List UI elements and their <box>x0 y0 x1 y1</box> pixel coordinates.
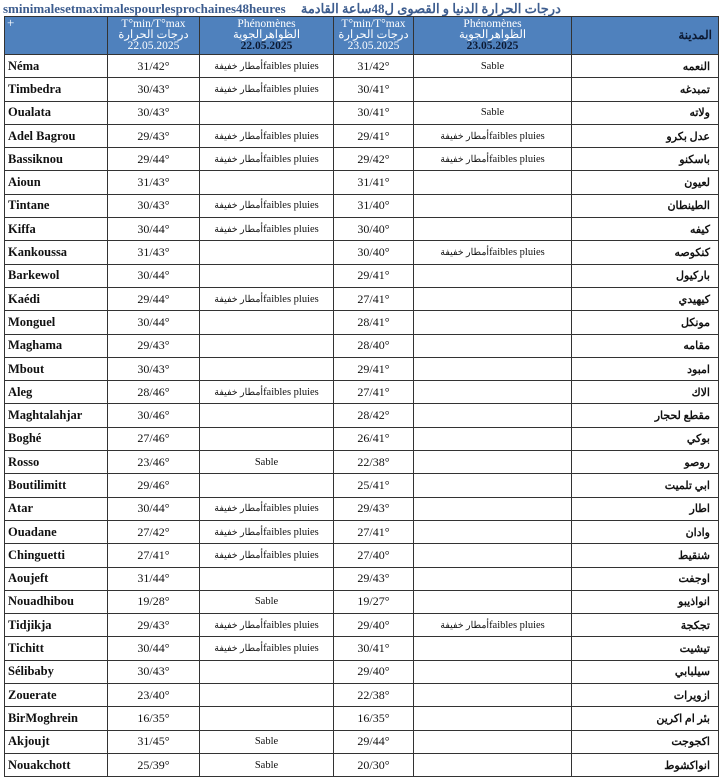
phen-day1 <box>200 101 334 124</box>
city-name: Chinguetti <box>5 544 108 567</box>
city-name: Kiffa <box>5 218 108 241</box>
temp-day1: 30/44° <box>108 311 200 334</box>
temp-day1: 29/43° <box>108 334 200 357</box>
temp-day1: 25/39° <box>108 753 200 776</box>
city-name: Tidjikja <box>5 614 108 637</box>
temp-day1: 29/44° <box>108 287 200 310</box>
phen-day2 <box>414 334 572 357</box>
temp-day1: 30/44° <box>108 497 200 520</box>
city-name: Barkewol <box>5 264 108 287</box>
table-row <box>5 171 719 194</box>
city-name-arabic: اوجفت <box>572 567 719 590</box>
temp-day2: 22/38° <box>334 451 414 474</box>
temp-day1: 30/43° <box>108 660 200 683</box>
phen-day2 <box>414 544 572 567</box>
temp-day1: 27/46° <box>108 427 200 450</box>
temp-day1: 30/46° <box>108 404 200 427</box>
temp-day2: 19/27° <box>334 590 414 613</box>
city-name-arabic: بئر ام اكرين <box>572 707 719 730</box>
phen-day2 <box>414 520 572 543</box>
title-french: sminimalesetmaximalespourlesprochaines48heures <box>3 1 286 16</box>
city-name: Néma <box>5 55 108 78</box>
table-row <box>5 334 719 357</box>
header-temp-day1-date: 22.05.2025 <box>127 40 180 52</box>
phen-day1 <box>200 614 334 637</box>
phen-day1 <box>200 707 334 730</box>
phen-day1-arabic: أمطار خفيفة <box>214 527 264 538</box>
phen-day1 <box>200 264 334 287</box>
table-row <box>5 614 719 637</box>
table-row <box>5 357 719 380</box>
phen-day2 <box>414 194 572 217</box>
temp-day1: 16/35° <box>108 707 200 730</box>
phen-day2 <box>414 497 572 520</box>
temp-day2: 28/41° <box>334 311 414 334</box>
phen-day1 <box>200 590 334 613</box>
table-row <box>5 590 719 613</box>
phen-day1-arabic: أمطار خفيفة <box>214 620 264 631</box>
phen-day1-arabic: أمطار خفيفة <box>214 294 264 305</box>
table-row <box>5 730 719 753</box>
phen-day1 <box>200 194 334 217</box>
city-name-arabic: تيشيت <box>572 637 719 660</box>
city-name-arabic: سيلبابي <box>572 660 719 683</box>
table-row <box>5 544 719 567</box>
temp-day2: 20/30° <box>334 753 414 776</box>
table-row <box>5 660 719 683</box>
phen-day1-label: faibles pluies <box>263 130 319 142</box>
city-name-arabic: انواذيبو <box>572 590 719 613</box>
header-city-arabic: المدينة <box>572 17 719 55</box>
city-name: Adel Bagrou <box>5 124 108 147</box>
header-temp-day1 <box>108 17 200 55</box>
temp-day2: 27/41° <box>334 520 414 543</box>
phen-day1-arabic: أمطار خفيفة <box>214 387 264 398</box>
table-row <box>5 637 719 660</box>
city-name-arabic: باركيول <box>572 264 719 287</box>
phen-day2 <box>414 451 572 474</box>
temp-day1: 28/46° <box>108 381 200 404</box>
title-arabic: درجات الحرارة الدنيا و القصوى ل48ساعة القادمة <box>300 1 561 16</box>
city-name-arabic: بوكي <box>572 427 719 450</box>
phen-day2 <box>414 78 572 101</box>
phen-day2 <box>414 55 572 78</box>
table-row <box>5 381 719 404</box>
table-row <box>5 567 719 590</box>
table-row <box>5 241 719 264</box>
phen-day2 <box>414 381 572 404</box>
document-title <box>0 0 720 17</box>
phen-day2 <box>414 264 572 287</box>
phen-day1-label: faibles pluies <box>263 643 319 655</box>
temp-day1: 27/42° <box>108 520 200 543</box>
phen-day1-label: faibles pluies <box>263 200 319 212</box>
city-name-arabic: كنكوصه <box>572 241 719 264</box>
header-temp-day1-label: T°min/T°max <box>121 18 186 30</box>
phen-day1 <box>200 474 334 497</box>
phen-day2-label: Sable <box>480 60 505 72</box>
phen-day2 <box>414 148 572 171</box>
phen-day1 <box>200 287 334 310</box>
phen-day2 <box>414 660 572 683</box>
table-row <box>5 124 719 147</box>
city-name-arabic: الاك <box>572 381 719 404</box>
temp-day2: 28/42° <box>334 404 414 427</box>
temp-day2: 27/41° <box>334 381 414 404</box>
table-row <box>5 101 719 124</box>
temp-day2: 29/41° <box>334 124 414 147</box>
phen-day2 <box>414 614 572 637</box>
table-row <box>5 311 719 334</box>
phen-day2-label: Sable <box>480 107 505 119</box>
phen-day2 <box>414 753 572 776</box>
city-name: Rosso <box>5 451 108 474</box>
phen-day2-label: faibles pluies <box>489 153 545 165</box>
temp-day2: 29/40° <box>334 660 414 683</box>
phen-day1-label: Sable <box>254 736 279 748</box>
table-row <box>5 218 719 241</box>
phen-day1 <box>200 753 334 776</box>
phen-day2-label: faibles pluies <box>489 619 545 631</box>
phen-day2-label: faibles pluies <box>489 247 545 259</box>
phen-day1 <box>200 637 334 660</box>
table-row <box>5 474 719 497</box>
header-phen-day2-arabic: الظواهرالجوية <box>458 29 527 41</box>
temp-day2: 29/43° <box>334 497 414 520</box>
city-name: BirMoghrein <box>5 707 108 730</box>
city-name-arabic: روصو <box>572 451 719 474</box>
phen-day1 <box>200 148 334 171</box>
table-row <box>5 451 719 474</box>
temp-day1: 23/40° <box>108 684 200 707</box>
city-name: Sélibaby <box>5 660 108 683</box>
city-name-arabic: ولاته <box>572 101 719 124</box>
phen-day1-arabic: أمطار خفيفة <box>214 84 264 95</box>
temp-day1: 31/42° <box>108 55 200 78</box>
header-phen-day1-arabic: الظواهرالجوية <box>232 29 301 41</box>
phen-day1-label: faibles pluies <box>263 549 319 561</box>
temp-day1: 19/28° <box>108 590 200 613</box>
city-name-arabic: امبود <box>572 357 719 380</box>
temp-day1: 29/46° <box>108 474 200 497</box>
table-row <box>5 427 719 450</box>
phen-day2 <box>414 567 572 590</box>
city-name: Timbedra <box>5 78 108 101</box>
city-name: Nouadhibou <box>5 590 108 613</box>
phen-day1 <box>200 381 334 404</box>
city-name-arabic: تمبدغه <box>572 78 719 101</box>
temp-day1: 27/41° <box>108 544 200 567</box>
phen-day1-arabic: أمطار خفيفة <box>214 224 264 235</box>
phen-day1 <box>200 357 334 380</box>
phen-day1-arabic: أمطار خفيفة <box>214 201 264 212</box>
city-name-arabic: كيفه <box>572 218 719 241</box>
phen-day2 <box>414 404 572 427</box>
temp-day2: 22/38° <box>334 684 414 707</box>
city-name: Zouerate <box>5 684 108 707</box>
city-name: Nouakchott <box>5 753 108 776</box>
table-header-row <box>5 17 719 55</box>
phen-day2 <box>414 357 572 380</box>
city-name-arabic: الطينطان <box>572 194 719 217</box>
header-phen-day1-date: 22.05.2025 <box>240 40 293 52</box>
city-name: Maghtalahjar <box>5 404 108 427</box>
phen-day1-label: faibles pluies <box>263 83 319 95</box>
header-phen-day1-label: Phénomènes <box>237 18 296 30</box>
city-name: Tintane <box>5 194 108 217</box>
temp-day2: 25/41° <box>334 474 414 497</box>
header-temp-day2-label: T°min/T°max <box>341 18 406 30</box>
table-row <box>5 497 719 520</box>
phen-day2 <box>414 707 572 730</box>
temp-day1: 29/43° <box>108 614 200 637</box>
temp-day2: 30/40° <box>334 218 414 241</box>
city-name-arabic: ازويرات <box>572 684 719 707</box>
city-name: Ouadane <box>5 520 108 543</box>
phen-day2 <box>414 218 572 241</box>
temp-day2: 31/41° <box>334 171 414 194</box>
temp-day2: 30/41° <box>334 637 414 660</box>
temp-day2: 31/40° <box>334 194 414 217</box>
city-name: Maghama <box>5 334 108 357</box>
temp-day2: 29/41° <box>334 357 414 380</box>
city-name-arabic: باسكنو <box>572 148 719 171</box>
city-name: Aleg <box>5 381 108 404</box>
header-plus: + <box>5 17 108 55</box>
temp-day1: 30/43° <box>108 194 200 217</box>
phen-day1-arabic: أمطار خفيفة <box>214 154 264 165</box>
temp-day2: 28/40° <box>334 334 414 357</box>
phen-day1 <box>200 241 334 264</box>
table-row <box>5 148 719 171</box>
city-name-arabic: لعيون <box>572 171 719 194</box>
phen-day2-arabic: أمطار خفيفة <box>440 620 490 631</box>
phen-day1 <box>200 171 334 194</box>
header-temp-day2-arabic: درجات الحرارة <box>338 29 409 41</box>
header-temp-day2-date: 23.05.2025 <box>347 40 400 52</box>
phen-day1 <box>200 567 334 590</box>
city-name: Boutilimitt <box>5 474 108 497</box>
phen-day1-label: faibles pluies <box>263 223 319 235</box>
city-name: Monguel <box>5 311 108 334</box>
phen-day2 <box>414 730 572 753</box>
temp-day2: 31/42° <box>334 55 414 78</box>
table-row <box>5 55 719 78</box>
city-name-arabic: انواكشوط <box>572 753 719 776</box>
city-name-arabic: النعمه <box>572 55 719 78</box>
header-phen-day2 <box>414 17 572 55</box>
phen-day1 <box>200 78 334 101</box>
phen-day2-arabic: أمطار خفيفة <box>440 154 490 165</box>
phen-day1-label: faibles pluies <box>263 386 319 398</box>
temp-day2: 26/41° <box>334 427 414 450</box>
header-phen-day2-date: 23.05.2025 <box>466 40 519 52</box>
temp-day1: 31/43° <box>108 241 200 264</box>
phen-day1-arabic: أمطار خفيفة <box>214 504 264 515</box>
city-name-arabic: ابي تلميت <box>572 474 719 497</box>
temp-day1: 30/43° <box>108 101 200 124</box>
phen-day1-label: faibles pluies <box>263 153 319 165</box>
phen-day1-label: faibles pluies <box>263 619 319 631</box>
phen-day2-label: faibles pluies <box>489 130 545 142</box>
phen-day2 <box>414 287 572 310</box>
temp-day1: 30/44° <box>108 264 200 287</box>
phen-day1-label: Sable <box>254 596 279 608</box>
temp-day2: 29/40° <box>334 614 414 637</box>
city-name-arabic: مونكل <box>572 311 719 334</box>
city-name-arabic: مقطع لحجار <box>572 404 719 427</box>
table-row <box>5 520 719 543</box>
phen-day2 <box>414 684 572 707</box>
city-name: Kankoussa <box>5 241 108 264</box>
phen-day2 <box>414 637 572 660</box>
header-temp-day2 <box>334 17 414 55</box>
phen-day2 <box>414 124 572 147</box>
table-row <box>5 287 719 310</box>
temp-day1: 29/43° <box>108 124 200 147</box>
city-name: Aioun <box>5 171 108 194</box>
phen-day1-label: Sable <box>254 456 279 468</box>
phen-day1 <box>200 218 334 241</box>
phen-day1 <box>200 451 334 474</box>
phen-day1 <box>200 124 334 147</box>
city-name: Atar <box>5 497 108 520</box>
phen-day2 <box>414 590 572 613</box>
phen-day2 <box>414 171 572 194</box>
phen-day1-arabic: أمطار خفيفة <box>214 644 264 655</box>
temp-day1: 31/44° <box>108 567 200 590</box>
phen-day2 <box>414 311 572 334</box>
temp-day1: 30/44° <box>108 218 200 241</box>
table-row <box>5 264 719 287</box>
phen-day2-arabic: أمطار خفيفة <box>440 248 490 259</box>
phen-day1 <box>200 404 334 427</box>
city-name-arabic: عدل بكرو <box>572 124 719 147</box>
phen-day1-label: faibles pluies <box>263 60 319 72</box>
temp-day2: 30/41° <box>334 78 414 101</box>
phen-day1 <box>200 730 334 753</box>
city-name-arabic: شنقيط <box>572 544 719 567</box>
city-name-arabic: تجكجة <box>572 614 719 637</box>
temp-day2: 29/42° <box>334 148 414 171</box>
phen-day1 <box>200 684 334 707</box>
temp-day2: 16/35° <box>334 707 414 730</box>
temp-day2: 30/40° <box>334 241 414 264</box>
phen-day2 <box>414 241 572 264</box>
temp-day1: 31/45° <box>108 730 200 753</box>
temp-day2: 27/40° <box>334 544 414 567</box>
phen-day1 <box>200 334 334 357</box>
phen-day1 <box>200 497 334 520</box>
phen-day1-arabic: أمطار خفيفة <box>214 61 264 72</box>
phen-day1 <box>200 427 334 450</box>
forecast-table <box>4 16 719 777</box>
table-row <box>5 753 719 776</box>
phen-day1 <box>200 544 334 567</box>
phen-day1-label: faibles pluies <box>263 503 319 515</box>
phen-day1 <box>200 311 334 334</box>
temp-day1: 30/44° <box>108 637 200 660</box>
temp-day1: 31/43° <box>108 171 200 194</box>
phen-day2 <box>414 474 572 497</box>
city-name: Mbout <box>5 357 108 380</box>
temp-day2: 27/41° <box>334 287 414 310</box>
header-phen-day1 <box>200 17 334 55</box>
table-row <box>5 404 719 427</box>
phen-day1-arabic: أمطار خفيفة <box>214 550 264 561</box>
phen-day1-label: faibles pluies <box>263 526 319 538</box>
city-name-arabic: اطار <box>572 497 719 520</box>
phen-day2 <box>414 427 572 450</box>
header-phen-day2-label: Phénomènes <box>463 18 522 30</box>
temp-day2: 30/41° <box>334 101 414 124</box>
city-name: Boghé <box>5 427 108 450</box>
temp-day1: 30/43° <box>108 357 200 380</box>
city-name: Tichitt <box>5 637 108 660</box>
city-name-arabic: اكجوجت <box>572 730 719 753</box>
temp-day1: 30/43° <box>108 78 200 101</box>
city-name: Oualata <box>5 101 108 124</box>
temp-day1: 23/46° <box>108 451 200 474</box>
phen-day2-arabic: أمطار خفيفة <box>440 131 490 142</box>
temp-day2: 29/43° <box>334 567 414 590</box>
city-name: Akjoujt <box>5 730 108 753</box>
temp-day2: 29/41° <box>334 264 414 287</box>
table-row <box>5 194 719 217</box>
city-name-arabic: وادان <box>572 520 719 543</box>
temp-day1: 29/44° <box>108 148 200 171</box>
temp-day2: 29/44° <box>334 730 414 753</box>
phen-day1-label: Sable <box>254 759 279 771</box>
phen-day1 <box>200 520 334 543</box>
phen-day1 <box>200 660 334 683</box>
phen-day1-arabic: أمطار خفيفة <box>214 131 264 142</box>
phen-day1-label: faibles pluies <box>263 293 319 305</box>
header-temp-day1-arabic: درجات الحرارة <box>118 29 189 41</box>
city-name: Kaédi <box>5 287 108 310</box>
table-row <box>5 684 719 707</box>
city-name: Aoujeft <box>5 567 108 590</box>
city-name: Bassiknou <box>5 148 108 171</box>
table-row <box>5 707 719 730</box>
city-name-arabic: كيهيدي <box>572 287 719 310</box>
table-row <box>5 78 719 101</box>
phen-day1 <box>200 55 334 78</box>
city-name-arabic: مقامه <box>572 334 719 357</box>
phen-day2 <box>414 101 572 124</box>
